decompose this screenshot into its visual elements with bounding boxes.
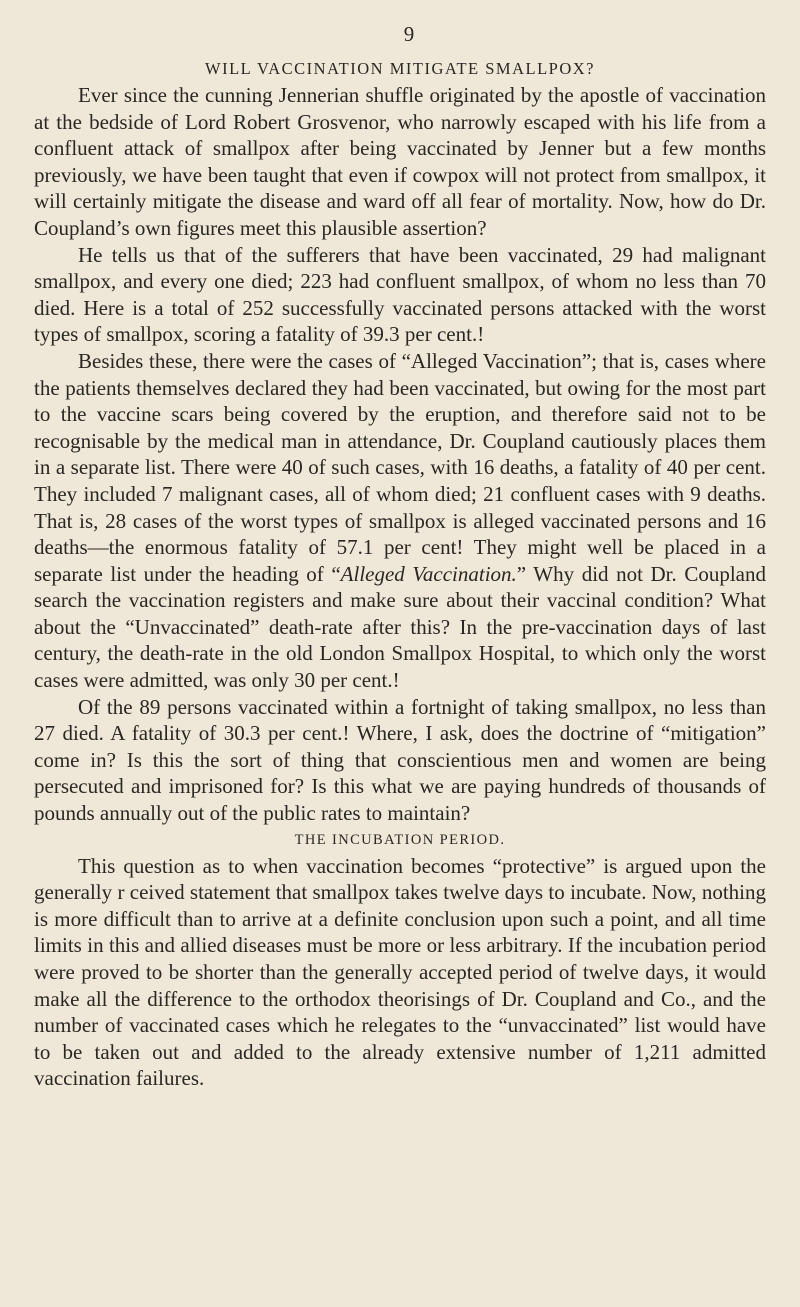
paragraph-alleged-vaccination-text-cont: ” Why did not Dr. Coupland search the vaccination registers and make sure about their vaccinal condition? What about the “Unvaccinated” death-rate after this? In the pre-vaccination days of last century, the death-rate in the old London Smallpox Hospital, to which only the worst cases were admitted, was only 30 per cent.! <box>34 561 766 693</box>
paragraph-fortnight-vaccinated: Of the 89 persons vaccinated within a fortnight of taking smallpox, no less than 27 died. A fatality of 30.3 per cent.! Where, I ask, does the doctrine of “mitigation” come in? Is this the sort of thing that conscientious men and women are being persecuted and imprisoned for? Is this what we are paying hundreds of thousands of pounds annually out of the public rates to maintain? <box>34 694 766 826</box>
page-number: 9 <box>403 22 415 46</box>
section-heading-incubation: THE INCUBATION PERIOD. <box>294 831 506 848</box>
paragraph-jennerian-shuffle: Ever since the cunning Jennerian shuffle originated by the apostle of vaccination at the bedside of Lord Robert Grosvenor, who narrowly escaped with his life from a confluent attack of smallpox after being vaccinated by Jenner but a few months previously, we have been taught that even if cowpox will not protect from smallpox, it will certainly mitigate the disease and ward off all fear of mortality. Now, how do Dr. Coupland’s own figures meet this plausible assertion? <box>34 83 766 240</box>
document-page <box>34 22 766 1092</box>
section-heading-mitigate: WILL VACCINATION MITIGATE SMALLPOX? <box>205 59 595 78</box>
paragraph-vaccinated-sufferers: He tells us that of the sufferers that have been vaccinated, 29 had malignant smallpox, and every one died; 223 had confluent smallpox, of whom no less than 70 died. Here is a total of 252 successfully vaccinated persons attacked with the worst types of smallpox, scoring a fatality of 39.3 per cent.! <box>34 242 766 347</box>
paragraph-alleged-vaccination-text: Besides these, there were the cases of “Alleged Vaccination”; that is, cases where the patients themselves declared they had been vaccinated, but owing for the most part to the vaccine scars being covered by the eruption, and therefore said not to be recognisable by the medical man in attendance, Dr. Coupland cautiously places them in a separate list. There were 40 of such cases, with 16 deaths, a fatality of 40 per cent. They included 7 malignant cases, all of whom died; 21 confluent cases with 9 deaths. That is, 28 cases of the worst types of smallpox is alleged vaccinated persons and 16 deaths—the enormous fatality of 57.1 per cent! They might well be placed in a separate list under the heading of “ <box>34 348 766 586</box>
paragraph-incubation-period: This question as to when vaccination becomes “protective” is argued upon the generally r ceived statement that smallpox takes twelve days to incubate. Now, nothing is more difficult than to arrive at a definite conclusion upon such a point, and all time limits in this and allied diseases must be more or less arbitrary. If the incubation period were proved to be shorter than the generally accepted period of twelve days, it would make all the difference to the orthodox theorisings of Dr. Coupland and Co., and the number of vaccinated cases which he relegates to the “unvaccinated” list would have to be taken out and added to the already extensive number of 1,211 admitted vaccination failures. <box>34 853 766 1091</box>
paragraph-alleged-vaccination <box>34 348 766 694</box>
alleged-vaccination-italic: Alleged Vaccination. <box>340 561 517 586</box>
